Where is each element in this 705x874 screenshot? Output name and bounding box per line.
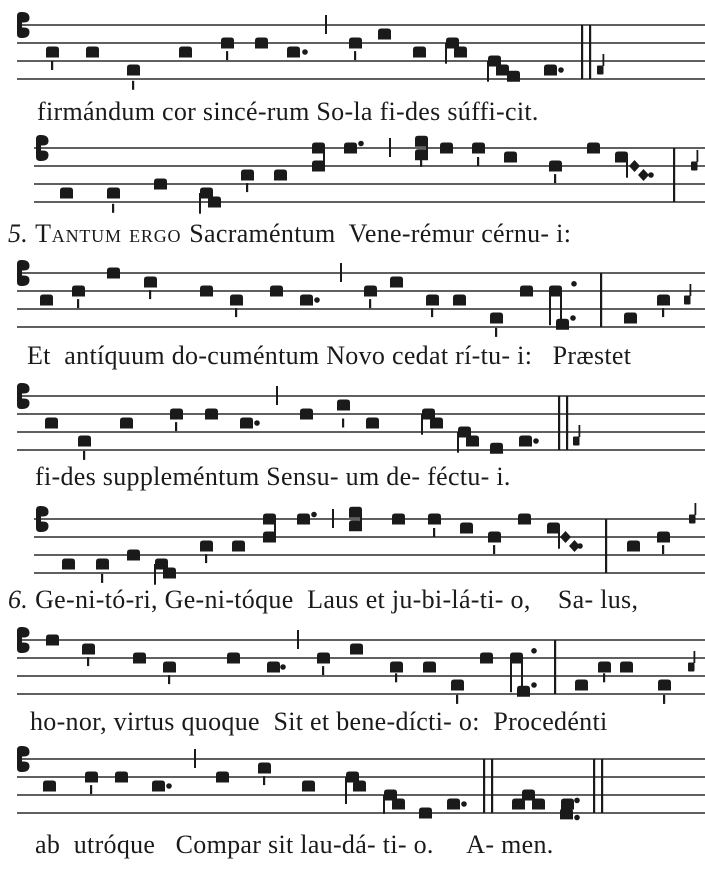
lyric-text: firmándum cor sincé-rum So-la fi-des súffi-cit. [37, 97, 539, 126]
lyric-text: ab utróque Compar sit lau-dá- ti- o. A- men. [35, 830, 554, 859]
lyric-line-1 [37, 97, 539, 127]
incipit-smallcaps: Tantum ergo [35, 219, 182, 248]
verse-number: 5. [8, 219, 29, 248]
lyric-text: Et antíquum do-cuméntum Novo cedat rí-tu- i: Præstet [27, 341, 632, 370]
lyric-text: Ge-ni-tó-ri, Ge-ni-tóque Laus et ju-bi-lá-ti- o, Sa- lus, [35, 585, 639, 614]
lyric-text: Sacraméntum Vene-rémur cérnu- i: [189, 219, 572, 248]
lyric-text: ho-nor, virtus quoque Sit et bene-dícti- o: Procedénti [30, 707, 608, 736]
verse-number: 6. [8, 585, 29, 614]
lyric-line-2 [8, 219, 571, 249]
lyric-line-7 [35, 830, 554, 860]
lyric-line-6 [30, 707, 608, 737]
lyric-text: fi-des suppleméntum Sensu- um de- féctu- i. [35, 462, 511, 491]
lyric-line-3 [27, 341, 631, 371]
lyric-line-4 [35, 462, 511, 492]
lyric-line-5 [8, 585, 638, 615]
